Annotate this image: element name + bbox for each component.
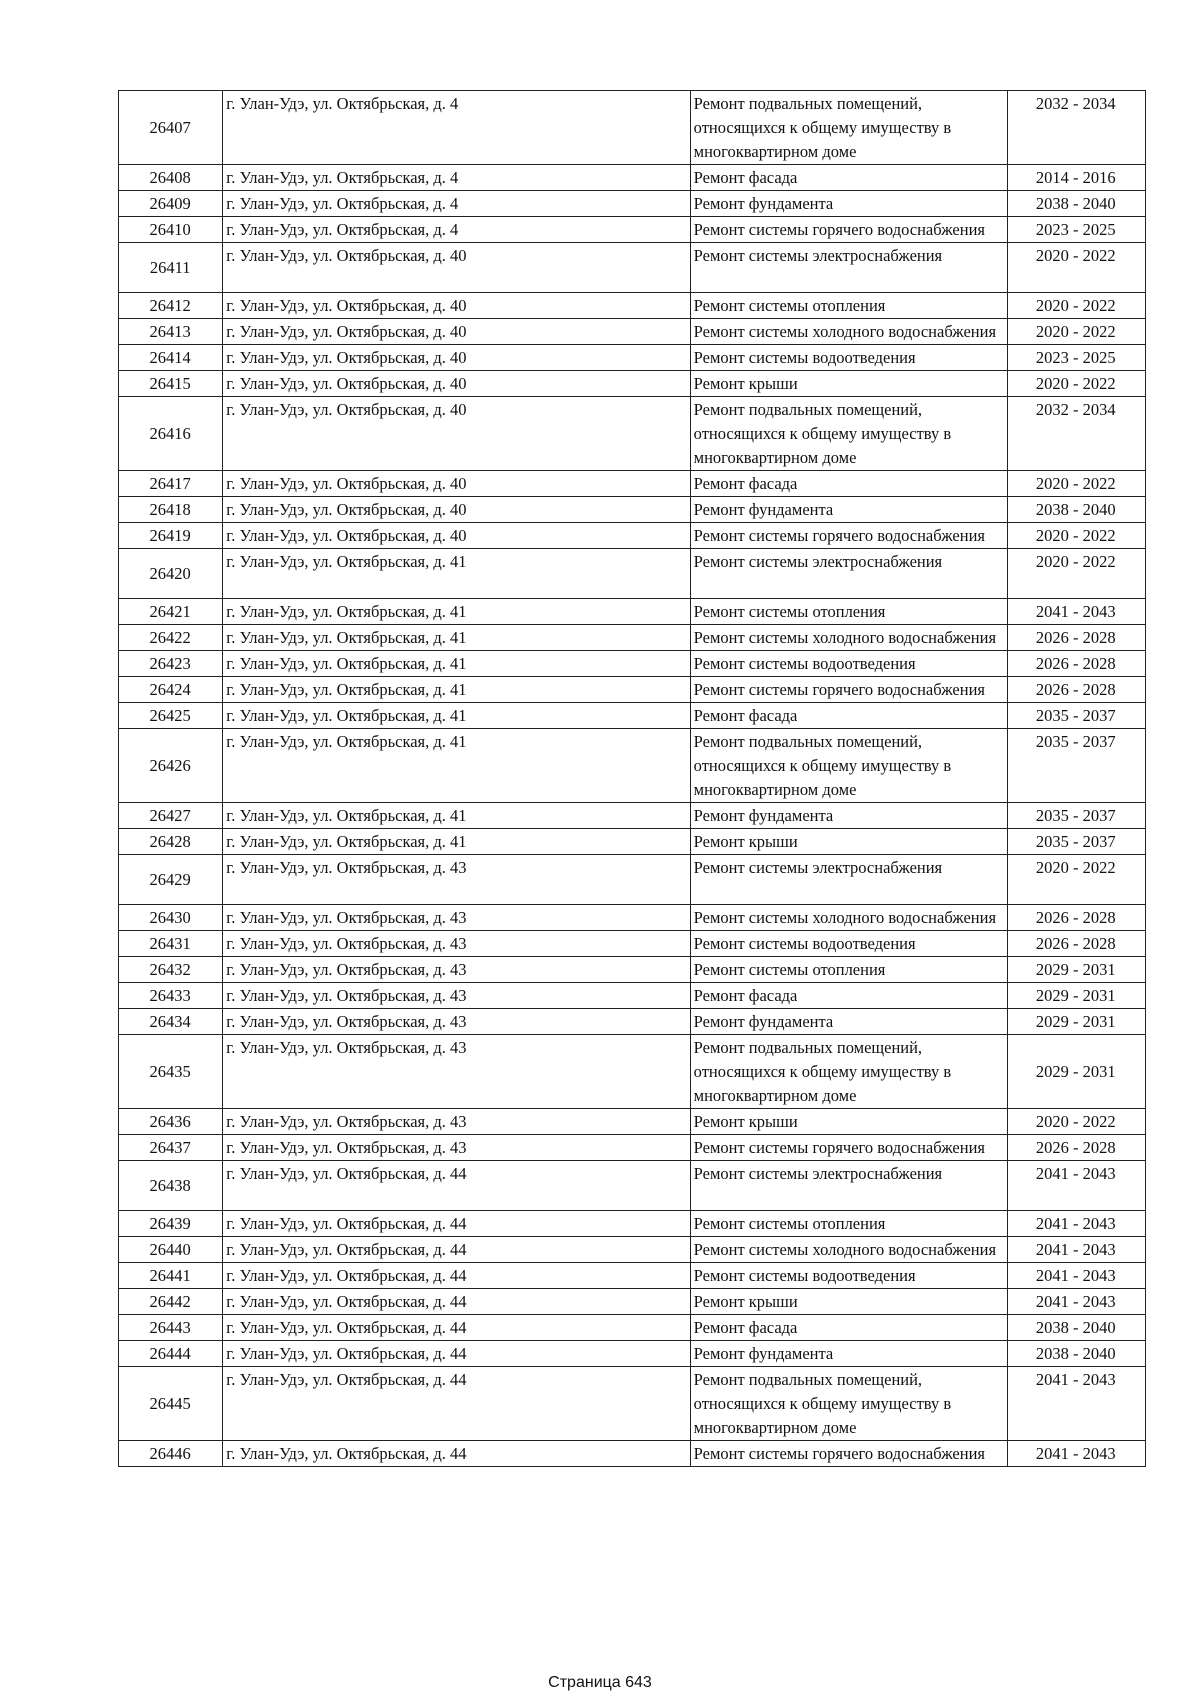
period-cell: 2032 - 2034 xyxy=(1007,397,1145,471)
table-row xyxy=(119,625,1146,651)
period-cell: 2020 - 2022 xyxy=(1007,549,1145,599)
address-cell: г. Улан-Удэ, ул. Октябрьская, д. 41 xyxy=(223,803,690,829)
work-type-cell: Ремонт фасада xyxy=(690,1315,1007,1341)
row-id-cell: 26426 xyxy=(119,729,223,803)
period-cell: 2032 - 2034 xyxy=(1007,91,1145,165)
work-type-cell: Ремонт системы водоотведения xyxy=(690,931,1007,957)
table-row xyxy=(119,855,1146,905)
period-cell: 2029 - 2031 xyxy=(1007,1009,1145,1035)
table-row xyxy=(119,1441,1146,1467)
address-cell: г. Улан-Удэ, ул. Октябрьская, д. 4 xyxy=(223,91,690,165)
period-cell: 2020 - 2022 xyxy=(1007,1109,1145,1135)
table-row xyxy=(119,191,1146,217)
row-id-cell: 26416 xyxy=(119,397,223,471)
address-cell: г. Улан-Удэ, ул. Октябрьская, д. 43 xyxy=(223,931,690,957)
address-cell: г. Улан-Удэ, ул. Октябрьская, д. 40 xyxy=(223,243,690,293)
row-id-cell: 26414 xyxy=(119,345,223,371)
period-cell: 2035 - 2037 xyxy=(1007,703,1145,729)
work-type-cell: Ремонт фасада xyxy=(690,471,1007,497)
table-row xyxy=(119,1237,1146,1263)
table-row xyxy=(119,931,1146,957)
table-row xyxy=(119,549,1146,599)
address-cell: г. Улан-Удэ, ул. Октябрьская, д. 40 xyxy=(223,471,690,497)
row-id-cell: 26409 xyxy=(119,191,223,217)
work-type-cell: Ремонт системы водоотведения xyxy=(690,1263,1007,1289)
table-row xyxy=(119,1289,1146,1315)
period-cell: 2035 - 2037 xyxy=(1007,729,1145,803)
table-row xyxy=(119,957,1146,983)
table-row xyxy=(119,1109,1146,1135)
row-id-cell: 26408 xyxy=(119,165,223,191)
period-cell: 2035 - 2037 xyxy=(1007,829,1145,855)
row-id-cell: 26424 xyxy=(119,677,223,703)
address-cell: г. Улан-Удэ, ул. Октябрьская, д. 41 xyxy=(223,729,690,803)
work-type-cell: Ремонт системы электроснабжения xyxy=(690,549,1007,599)
period-cell: 2038 - 2040 xyxy=(1007,191,1145,217)
period-cell: 2020 - 2022 xyxy=(1007,243,1145,293)
period-cell: 2041 - 2043 xyxy=(1007,1161,1145,1211)
period-cell: 2023 - 2025 xyxy=(1007,217,1145,243)
address-cell: г. Улан-Удэ, ул. Октябрьская, д. 40 xyxy=(223,497,690,523)
address-cell: г. Улан-Удэ, ул. Октябрьская, д. 4 xyxy=(223,191,690,217)
row-id-cell: 26415 xyxy=(119,371,223,397)
period-cell: 2020 - 2022 xyxy=(1007,293,1145,319)
period-cell: 2020 - 2022 xyxy=(1007,523,1145,549)
table-row xyxy=(119,1315,1146,1341)
row-id-cell: 26439 xyxy=(119,1211,223,1237)
table-row xyxy=(119,345,1146,371)
row-id-cell: 26430 xyxy=(119,905,223,931)
address-cell: г. Улан-Удэ, ул. Октябрьская, д. 44 xyxy=(223,1341,690,1367)
address-cell: г. Улан-Удэ, ул. Октябрьская, д. 43 xyxy=(223,1009,690,1035)
period-cell: 2041 - 2043 xyxy=(1007,1441,1145,1467)
work-type-cell: Ремонт системы горячего водоснабжения xyxy=(690,677,1007,703)
table-row xyxy=(119,397,1146,471)
period-cell: 2029 - 2031 xyxy=(1007,1035,1145,1109)
period-cell: 2026 - 2028 xyxy=(1007,677,1145,703)
period-cell: 2026 - 2028 xyxy=(1007,651,1145,677)
row-id-cell: 26420 xyxy=(119,549,223,599)
address-cell: г. Улан-Удэ, ул. Октябрьская, д. 41 xyxy=(223,549,690,599)
address-cell: г. Улан-Удэ, ул. Октябрьская, д. 44 xyxy=(223,1211,690,1237)
row-id-cell: 26417 xyxy=(119,471,223,497)
address-cell: г. Улан-Удэ, ул. Октябрьская, д. 44 xyxy=(223,1315,690,1341)
period-cell: 2041 - 2043 xyxy=(1007,599,1145,625)
period-cell: 2026 - 2028 xyxy=(1007,1135,1145,1161)
period-cell: 2041 - 2043 xyxy=(1007,1211,1145,1237)
address-cell: г. Улан-Удэ, ул. Октябрьская, д. 40 xyxy=(223,293,690,319)
table-row xyxy=(119,983,1146,1009)
row-id-cell: 26431 xyxy=(119,931,223,957)
table-row xyxy=(119,497,1146,523)
work-type-cell: Ремонт системы холодного водоснабжения xyxy=(690,1237,1007,1263)
table-row xyxy=(119,471,1146,497)
address-cell: г. Улан-Удэ, ул. Октябрьская, д. 41 xyxy=(223,625,690,651)
page-number: Страница 643 xyxy=(548,1674,652,1691)
work-type-cell: Ремонт фасада xyxy=(690,703,1007,729)
row-id-cell: 26446 xyxy=(119,1441,223,1467)
work-type-cell: Ремонт системы горячего водоснабжения xyxy=(690,1135,1007,1161)
table-row xyxy=(119,91,1146,165)
row-id-cell: 26421 xyxy=(119,599,223,625)
work-type-cell: Ремонт подвальных помещений, относящихся к общему имуществу в многоквартирном доме xyxy=(690,1035,1007,1109)
row-id-cell: 26423 xyxy=(119,651,223,677)
row-id-cell: 26441 xyxy=(119,1263,223,1289)
table-row xyxy=(119,1341,1146,1367)
row-id-cell: 26429 xyxy=(119,855,223,905)
row-id-cell: 26407 xyxy=(119,91,223,165)
work-type-cell: Ремонт системы электроснабжения xyxy=(690,1161,1007,1211)
row-id-cell: 26427 xyxy=(119,803,223,829)
row-id-cell: 26413 xyxy=(119,319,223,345)
work-type-cell: Ремонт системы электроснабжения xyxy=(690,855,1007,905)
table-row xyxy=(119,243,1146,293)
address-cell: г. Улан-Удэ, ул. Октябрьская, д. 43 xyxy=(223,1035,690,1109)
table-row xyxy=(119,371,1146,397)
work-type-cell: Ремонт системы отопления xyxy=(690,1211,1007,1237)
period-cell: 2041 - 2043 xyxy=(1007,1367,1145,1441)
address-cell: г. Улан-Удэ, ул. Октябрьская, д. 41 xyxy=(223,829,690,855)
row-id-cell: 26438 xyxy=(119,1161,223,1211)
address-cell: г. Улан-Удэ, ул. Октябрьская, д. 44 xyxy=(223,1441,690,1467)
row-id-cell: 26434 xyxy=(119,1009,223,1035)
address-cell: г. Улан-Удэ, ул. Октябрьская, д. 41 xyxy=(223,599,690,625)
table-row xyxy=(119,729,1146,803)
work-type-cell: Ремонт фасада xyxy=(690,165,1007,191)
row-id-cell: 26437 xyxy=(119,1135,223,1161)
table-row xyxy=(119,1009,1146,1035)
table-row xyxy=(119,905,1146,931)
row-id-cell: 26418 xyxy=(119,497,223,523)
row-id-cell: 26440 xyxy=(119,1237,223,1263)
period-cell: 2020 - 2022 xyxy=(1007,471,1145,497)
table-row xyxy=(119,217,1146,243)
address-cell: г. Улан-Удэ, ул. Октябрьская, д. 41 xyxy=(223,651,690,677)
period-cell: 2026 - 2028 xyxy=(1007,905,1145,931)
address-cell: г. Улан-Удэ, ул. Октябрьская, д. 40 xyxy=(223,345,690,371)
row-id-cell: 26410 xyxy=(119,217,223,243)
row-id-cell: 26419 xyxy=(119,523,223,549)
period-cell: 2038 - 2040 xyxy=(1007,1341,1145,1367)
address-cell: г. Улан-Удэ, ул. Октябрьская, д. 44 xyxy=(223,1367,690,1441)
table-row xyxy=(119,1035,1146,1109)
work-type-cell: Ремонт системы горячего водоснабжения xyxy=(690,1441,1007,1467)
row-id-cell: 26428 xyxy=(119,829,223,855)
row-id-cell: 26435 xyxy=(119,1035,223,1109)
work-type-cell: Ремонт системы холодного водоснабжения xyxy=(690,625,1007,651)
table-row xyxy=(119,1211,1146,1237)
row-id-cell: 26436 xyxy=(119,1109,223,1135)
address-cell: г. Улан-Удэ, ул. Октябрьская, д. 43 xyxy=(223,855,690,905)
table-row xyxy=(119,319,1146,345)
work-type-cell: Ремонт фундамента xyxy=(690,1341,1007,1367)
work-type-cell: Ремонт крыши xyxy=(690,829,1007,855)
period-cell: 2041 - 2043 xyxy=(1007,1237,1145,1263)
address-cell: г. Улан-Удэ, ул. Октябрьская, д. 40 xyxy=(223,319,690,345)
work-type-cell: Ремонт системы холодного водоснабжения xyxy=(690,905,1007,931)
table-row xyxy=(119,1367,1146,1441)
work-type-cell: Ремонт подвальных помещений, относящихся к общему имуществу в многоквартирном доме xyxy=(690,397,1007,471)
period-cell: 2020 - 2022 xyxy=(1007,319,1145,345)
table-row xyxy=(119,165,1146,191)
row-id-cell: 26411 xyxy=(119,243,223,293)
row-id-cell: 26433 xyxy=(119,983,223,1009)
row-id-cell: 26443 xyxy=(119,1315,223,1341)
address-cell: г. Улан-Удэ, ул. Октябрьская, д. 43 xyxy=(223,905,690,931)
period-cell: 2026 - 2028 xyxy=(1007,625,1145,651)
period-cell: 2014 - 2016 xyxy=(1007,165,1145,191)
table-row xyxy=(119,1161,1146,1211)
address-cell: г. Улан-Удэ, ул. Октябрьская, д. 44 xyxy=(223,1161,690,1211)
address-cell: г. Улан-Удэ, ул. Октябрьская, д. 43 xyxy=(223,1135,690,1161)
address-cell: г. Улан-Удэ, ул. Октябрьская, д. 4 xyxy=(223,165,690,191)
work-type-cell: Ремонт системы горячего водоснабжения xyxy=(690,523,1007,549)
work-type-cell: Ремонт фундамента xyxy=(690,803,1007,829)
document-page xyxy=(118,90,1146,1467)
work-type-cell: Ремонт системы водоотведения xyxy=(690,345,1007,371)
table-row xyxy=(119,677,1146,703)
address-cell: г. Улан-Удэ, ул. Октябрьская, д. 44 xyxy=(223,1237,690,1263)
period-cell: 2038 - 2040 xyxy=(1007,497,1145,523)
work-type-cell: Ремонт фундамента xyxy=(690,191,1007,217)
address-cell: г. Улан-Удэ, ул. Октябрьская, д. 40 xyxy=(223,397,690,471)
work-type-cell: Ремонт подвальных помещений, относящихся к общему имуществу в многоквартирном доме xyxy=(690,1367,1007,1441)
work-type-cell: Ремонт фундамента xyxy=(690,1009,1007,1035)
address-cell: г. Улан-Удэ, ул. Октябрьская, д. 43 xyxy=(223,1109,690,1135)
period-cell: 2029 - 2031 xyxy=(1007,983,1145,1009)
work-type-cell: Ремонт крыши xyxy=(690,1289,1007,1315)
row-id-cell: 26432 xyxy=(119,957,223,983)
period-cell: 2020 - 2022 xyxy=(1007,855,1145,905)
work-type-cell: Ремонт фундамента xyxy=(690,497,1007,523)
work-type-cell: Ремонт фасада xyxy=(690,983,1007,1009)
address-cell: г. Улан-Удэ, ул. Октябрьская, д. 43 xyxy=(223,983,690,1009)
table-row xyxy=(119,829,1146,855)
row-id-cell: 26445 xyxy=(119,1367,223,1441)
table-row xyxy=(119,1263,1146,1289)
period-cell: 2041 - 2043 xyxy=(1007,1289,1145,1315)
period-cell: 2035 - 2037 xyxy=(1007,803,1145,829)
table-row xyxy=(119,651,1146,677)
address-cell: г. Улан-Удэ, ул. Октябрьская, д. 44 xyxy=(223,1263,690,1289)
address-cell: г. Улан-Удэ, ул. Октябрьская, д. 4 xyxy=(223,217,690,243)
row-id-cell: 26412 xyxy=(119,293,223,319)
period-cell: 2041 - 2043 xyxy=(1007,1263,1145,1289)
work-type-cell: Ремонт подвальных помещений, относящихся к общему имуществу в многоквартирном доме xyxy=(690,729,1007,803)
row-id-cell: 26444 xyxy=(119,1341,223,1367)
table-body xyxy=(119,91,1146,1467)
work-type-cell: Ремонт системы отопления xyxy=(690,293,1007,319)
table-row xyxy=(119,703,1146,729)
work-type-cell: Ремонт подвальных помещений, относящихся к общему имуществу в многоквартирном доме xyxy=(690,91,1007,165)
row-id-cell: 26442 xyxy=(119,1289,223,1315)
work-type-cell: Ремонт системы отопления xyxy=(690,599,1007,625)
work-type-cell: Ремонт крыши xyxy=(690,1109,1007,1135)
period-cell: 2038 - 2040 xyxy=(1007,1315,1145,1341)
address-cell: г. Улан-Удэ, ул. Октябрьская, д. 40 xyxy=(223,371,690,397)
row-id-cell: 26425 xyxy=(119,703,223,729)
address-cell: г. Улан-Удэ, ул. Октябрьская, д. 40 xyxy=(223,523,690,549)
repair-schedule-table xyxy=(118,90,1146,1467)
table-row xyxy=(119,599,1146,625)
work-type-cell: Ремонт системы водоотведения xyxy=(690,651,1007,677)
address-cell: г. Улан-Удэ, ул. Октябрьская, д. 44 xyxy=(223,1289,690,1315)
work-type-cell: Ремонт системы электроснабжения xyxy=(690,243,1007,293)
address-cell: г. Улан-Удэ, ул. Октябрьская, д. 43 xyxy=(223,957,690,983)
work-type-cell: Ремонт системы горячего водоснабжения xyxy=(690,217,1007,243)
period-cell: 2029 - 2031 xyxy=(1007,957,1145,983)
period-cell: 2023 - 2025 xyxy=(1007,345,1145,371)
work-type-cell: Ремонт системы отопления xyxy=(690,957,1007,983)
row-id-cell: 26422 xyxy=(119,625,223,651)
table-row xyxy=(119,803,1146,829)
work-type-cell: Ремонт системы холодного водоснабжения xyxy=(690,319,1007,345)
period-cell: 2020 - 2022 xyxy=(1007,371,1145,397)
address-cell: г. Улан-Удэ, ул. Октябрьская, д. 41 xyxy=(223,703,690,729)
table-row xyxy=(119,1135,1146,1161)
work-type-cell: Ремонт крыши xyxy=(690,371,1007,397)
table-row xyxy=(119,523,1146,549)
table-row xyxy=(119,293,1146,319)
address-cell: г. Улан-Удэ, ул. Октябрьская, д. 41 xyxy=(223,677,690,703)
period-cell: 2026 - 2028 xyxy=(1007,931,1145,957)
